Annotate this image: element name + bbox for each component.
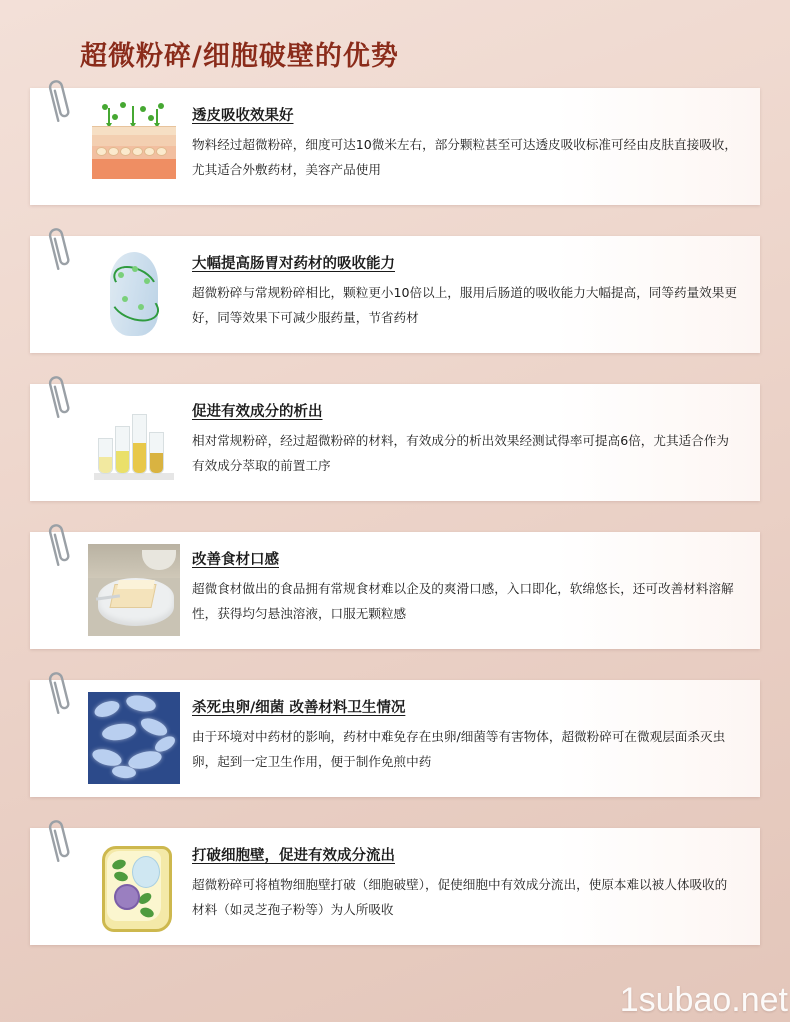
card-text: 由于环境对中药材的影响，药材中难免存在虫卵/细菌等有害物体，超微粉碎可在微观层面杀灭虫卵，起到一定卫生作用，便于制作免煎中药	[192, 729, 726, 769]
card-text: 超微粉碎可将植物细胞壁打破（细胞破壁），促使细胞中有效成分流出，使原本难以被人体吸收的材料（如灵芝孢子粉等）为人所吸收	[192, 877, 728, 917]
card-body	[188, 236, 760, 330]
paperclip-icon	[39, 369, 79, 421]
advantage-card	[30, 384, 760, 501]
card-title: 打破细胞壁，促进有效成分流出	[192, 848, 395, 864]
advantage-card	[30, 828, 760, 945]
advantage-card-list	[0, 88, 790, 976]
card-title: 促进有效成分的析出	[192, 404, 323, 420]
card-title: 改善食材口感	[192, 552, 279, 568]
card-text: 物料经过超微粉碎，细度可达10微米左右，部分颗粒甚至可达透皮吸收标准可经由皮肤直接吸收，尤其适合外敷药材，美容产品使用	[192, 137, 737, 177]
paperclip-icon	[39, 813, 79, 865]
advantage-card	[30, 236, 760, 353]
skin-absorption-icon	[88, 100, 180, 192]
advantage-card	[30, 532, 760, 649]
paperclip-icon	[39, 221, 79, 273]
food-taste-icon	[88, 544, 180, 636]
card-text: 相对常规粉碎，经过超微粉碎的材料，有效成分的析出效果经测试得率可提高6倍，尤其适合作为有效成分萃取的前置工序	[192, 433, 729, 473]
test-tubes-icon	[88, 396, 180, 488]
stomach-absorption-icon	[88, 248, 180, 340]
paperclip-icon	[39, 517, 79, 569]
advantage-card	[30, 680, 760, 797]
card-text: 超微粉碎与常规粉碎相比，颗粒更小10倍以上，服用后肠道的吸收能力大幅提高，同等药量效果更好，同等效果下可减少服药量，节省药材	[192, 285, 737, 325]
bacteria-icon	[88, 692, 180, 784]
paperclip-icon	[39, 73, 79, 125]
page-title: 超微粉碎/细胞破壁的优势	[80, 41, 399, 72]
card-body	[188, 532, 760, 626]
card-title: 杀死虫卵/细菌 改善材料卫生情况	[192, 700, 406, 716]
card-title: 透皮吸收效果好	[192, 108, 294, 124]
card-body	[188, 828, 760, 922]
card-title: 大幅提高肠胃对药材的吸收能力	[192, 256, 395, 272]
card-text: 超微食材做出的食品拥有常规食材难以企及的爽滑口感，入口即化，软绵悠长，还可改善材料溶解性，获得均匀悬浊溶液，口服无颗粒感	[192, 581, 734, 621]
plant-cell-icon	[88, 840, 180, 932]
paperclip-icon	[39, 665, 79, 717]
advantage-card	[30, 88, 760, 205]
watermark: 1subao.net	[619, 981, 788, 1019]
card-body	[188, 384, 760, 478]
card-body	[188, 680, 760, 774]
card-body	[188, 88, 760, 182]
